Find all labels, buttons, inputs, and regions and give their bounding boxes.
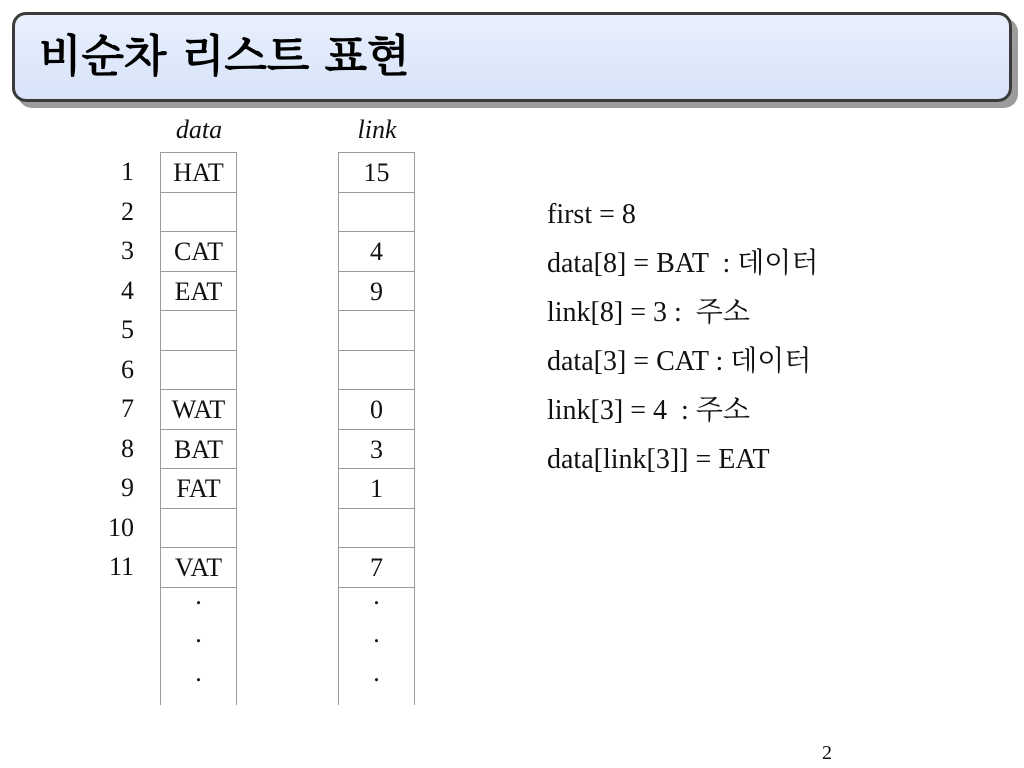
ellipsis-dot: . (373, 580, 380, 610)
note-line: link[3] = 4 : 주소 (547, 395, 750, 426)
data-cell: EAT (160, 271, 237, 311)
ellipsis-dot: . (195, 619, 202, 648)
data-cell: VAT (160, 547, 237, 587)
ellipsis-dot: . (373, 619, 380, 648)
data-cell: CAT (160, 231, 237, 271)
slide-title-box (12, 12, 1012, 102)
link-cell (338, 192, 415, 232)
data-cell: BAT (160, 429, 237, 469)
note-line: data[8] = BAT : 데이터 (547, 248, 819, 279)
row-index-label: 6 (121, 354, 134, 384)
data-cell (160, 508, 237, 548)
data-cell (160, 350, 237, 390)
data-cell: HAT (160, 152, 237, 192)
note-line: link[8] = 3 : 주소 (547, 297, 750, 328)
link-cell: 9 (338, 271, 415, 311)
row-index-label: 9 (121, 473, 134, 502)
data-cell: FAT (160, 468, 237, 508)
ellipsis-dot: . (195, 657, 202, 687)
link-cell: 4 (338, 231, 415, 271)
data-cell (160, 310, 237, 350)
row-index-label: 5 (121, 315, 134, 344)
explanation-notes (547, 190, 987, 484)
note-line: first = 8 (547, 199, 636, 230)
row-index-label: 8 (121, 433, 134, 463)
row-index-label: 3 (121, 236, 134, 265)
data-column-ellipsis (160, 580, 237, 705)
note-line: data[3] = CAT : 데이터 (547, 346, 812, 377)
ellipsis-dot: . (373, 657, 380, 687)
page-number: 2 (822, 742, 832, 764)
row-index-label: 4 (121, 275, 134, 305)
row-index-label: 2 (121, 196, 134, 226)
row-index-label: 10 (108, 512, 134, 542)
data-cell (160, 192, 237, 232)
link-column-ellipsis (338, 580, 415, 705)
link-cell (338, 350, 415, 390)
link-cell: 3 (338, 429, 415, 469)
note-line: data[link[3]] = EAT (547, 444, 770, 475)
link-cell: 0 (338, 389, 415, 429)
link-cell: 15 (338, 152, 415, 192)
row-index-label: 1 (121, 157, 134, 186)
row-index-label: 7 (121, 394, 134, 423)
ellipsis-dot: . (195, 580, 202, 610)
link-cell: 1 (338, 468, 415, 508)
link-column-header: link (357, 115, 397, 144)
slide-title: 비순차 리스트 표현 (39, 31, 410, 82)
link-cell (338, 310, 415, 350)
row-index-label: 11 (108, 552, 134, 581)
data-column-header: data (175, 115, 223, 144)
link-cell: 7 (338, 547, 415, 587)
data-cell: WAT (160, 389, 237, 429)
link-cell (338, 508, 415, 548)
